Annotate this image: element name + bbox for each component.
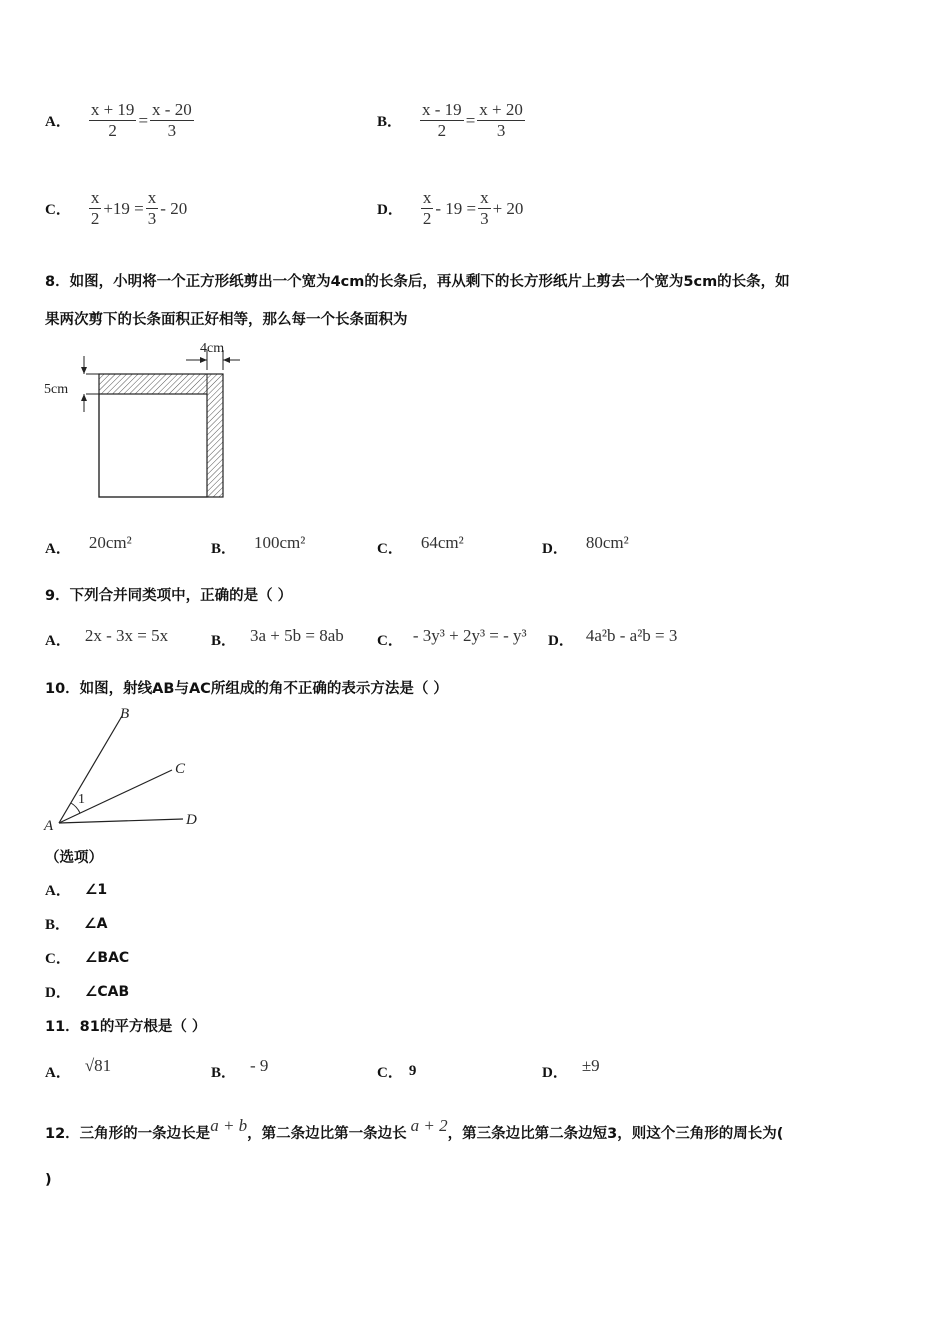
ray-ac <box>59 770 172 823</box>
q11-option-d[interactable] <box>542 1049 600 1082</box>
q10-text: 10．如图，射线AB与AC所组成的角不正确的表示方法是（ ） <box>45 681 448 697</box>
option-value: ∠A <box>84 915 108 932</box>
q9-option-c[interactable] <box>377 621 527 650</box>
point-d-label: D <box>186 812 197 828</box>
hatched-strip-right <box>207 374 223 497</box>
option-value: ∠BAC <box>84 949 130 966</box>
option-label: B． <box>211 1065 237 1081</box>
fraction: $\frac{x}{2}$ <box>422 188 432 228</box>
q12-text <box>45 1108 783 1143</box>
option-value: 64cm² <box>420 532 464 552</box>
q10-option-b[interactable] <box>45 913 107 934</box>
arrow-down-icon <box>81 367 87 374</box>
q11-option-c[interactable] <box>377 1061 416 1082</box>
option-value: 4a²b - a²b = 3 <box>585 625 678 645</box>
option-value: √81 <box>84 1055 112 1075</box>
fraction: $\frac{x}{3}$ <box>147 188 157 228</box>
q10-option-d[interactable] <box>45 981 129 1002</box>
option-label: A． <box>45 883 71 899</box>
option-value: 2x - 3x = 5x <box>84 625 169 645</box>
arrow-right-icon <box>200 357 207 363</box>
q7-option-a[interactable] <box>45 100 194 141</box>
expression-text: - 20 <box>160 198 188 218</box>
option-label: A． <box>45 541 71 557</box>
option-value: 9 <box>408 1063 417 1079</box>
arrow-up-icon <box>81 394 87 401</box>
q7-option-c[interactable] <box>45 188 189 229</box>
remaining-square <box>99 394 207 497</box>
q9-text: 9．下列合并同类项中，正确的是（ ） <box>45 588 293 604</box>
equals-sign: = <box>465 110 476 130</box>
q7-option-d[interactable] <box>377 188 525 229</box>
option-value: ∠CAB <box>84 983 130 1000</box>
ray-ab <box>59 716 122 823</box>
q12-expression-1: a + b <box>210 1115 248 1135</box>
q11-option-a[interactable] <box>45 1049 111 1082</box>
fraction: $\frac{x}{3}$ <box>480 188 489 228</box>
q12-text-part2: ，第二条边比第一条边长 <box>247 1126 407 1142</box>
option-label: C． <box>377 633 403 649</box>
q10-option-a[interactable] <box>45 879 107 900</box>
expression-text: - 19 = <box>435 198 477 218</box>
option-label: A． <box>45 114 71 130</box>
fraction: $\frac{x + 20}{3}$ <box>479 100 523 140</box>
angle-1-label: 1 <box>78 792 85 807</box>
label-4cm: 4cm <box>200 341 225 356</box>
q8-option-c[interactable] <box>377 527 464 558</box>
fraction: $\frac{x + 19}{2}$ <box>90 100 135 140</box>
q8-figure <box>40 336 240 502</box>
hatched-strip-top <box>99 374 207 394</box>
q8-option-a[interactable] <box>45 527 132 558</box>
option-label: A． <box>45 1065 71 1081</box>
q10-option-c[interactable] <box>45 947 129 968</box>
equals-sign: = <box>138 110 149 130</box>
option-label: B． <box>211 633 237 649</box>
option-label: D． <box>542 541 568 557</box>
option-label: B． <box>211 541 237 557</box>
q8-text-line1: 8．如图，小明将一个正方形纸剪出一个宽为4cm的长条后，再从剩下的长方形纸片上剪去一个宽为5cm的长条，如 <box>45 274 790 290</box>
option-label: D． <box>45 985 71 1001</box>
q12-expression-2: a + 2 <box>410 1115 448 1135</box>
option-value: 20cm² <box>88 532 132 552</box>
ray-ad <box>59 819 183 823</box>
q11-option-b[interactable] <box>211 1049 268 1082</box>
option-value: - 3y³ + 2y³ = - y³ <box>412 625 527 645</box>
q9-option-b[interactable] <box>211 621 344 650</box>
option-value: - 9 <box>250 1055 269 1075</box>
q7-option-b[interactable] <box>377 100 525 141</box>
option-value: 100cm² <box>254 532 306 552</box>
option-label: C． <box>45 951 71 967</box>
expression-text: +19 = <box>103 198 144 218</box>
q8-option-b[interactable] <box>211 527 305 558</box>
q9-option-d[interactable] <box>548 621 677 650</box>
q8-text-line2: 果两次剪下的长条面积正好相等，那么每一个长条面积为 <box>45 312 408 328</box>
point-b-label: B <box>120 706 130 722</box>
option-value: 80cm² <box>585 532 629 552</box>
option-value: 3a + 5b = 8ab <box>250 625 344 645</box>
arrow-left-icon <box>223 357 230 363</box>
q12-text-part3: ，第三条边比第二条边短3，则这个三角形的周长为( <box>447 1126 784 1142</box>
fraction: $\frac{x - 19}{2}$ <box>422 100 462 140</box>
option-label: B． <box>377 114 403 130</box>
q10-section-label: （选项） <box>45 850 103 866</box>
fraction: $\frac{x}{2}$ <box>90 188 100 228</box>
option-label: D． <box>548 633 574 649</box>
fraction: $\frac{x - 20}{3}$ <box>152 100 192 140</box>
point-a-label: A <box>44 818 54 834</box>
point-c-label: C <box>175 761 186 777</box>
q12-text-line2: ) <box>45 1172 52 1188</box>
option-label: C． <box>377 1065 403 1081</box>
option-label: D． <box>377 202 403 218</box>
option-label: C． <box>377 541 403 557</box>
q8-option-d[interactable] <box>542 527 629 558</box>
q9-option-a[interactable] <box>45 621 168 650</box>
option-value: ±9 <box>581 1055 600 1075</box>
expression-text: + 20 <box>492 198 524 218</box>
option-label: D． <box>542 1065 568 1081</box>
q12-text-part1: 12．三角形的一条边长是 <box>45 1126 211 1142</box>
q11-text: 11．81的平方根是（ ） <box>45 1019 207 1035</box>
option-label: B． <box>45 917 71 933</box>
label-5cm: 5cm <box>44 382 69 397</box>
option-label: C． <box>45 202 71 218</box>
option-label: A． <box>45 633 71 649</box>
option-value: ∠1 <box>84 881 108 898</box>
q10-figure <box>40 702 210 834</box>
